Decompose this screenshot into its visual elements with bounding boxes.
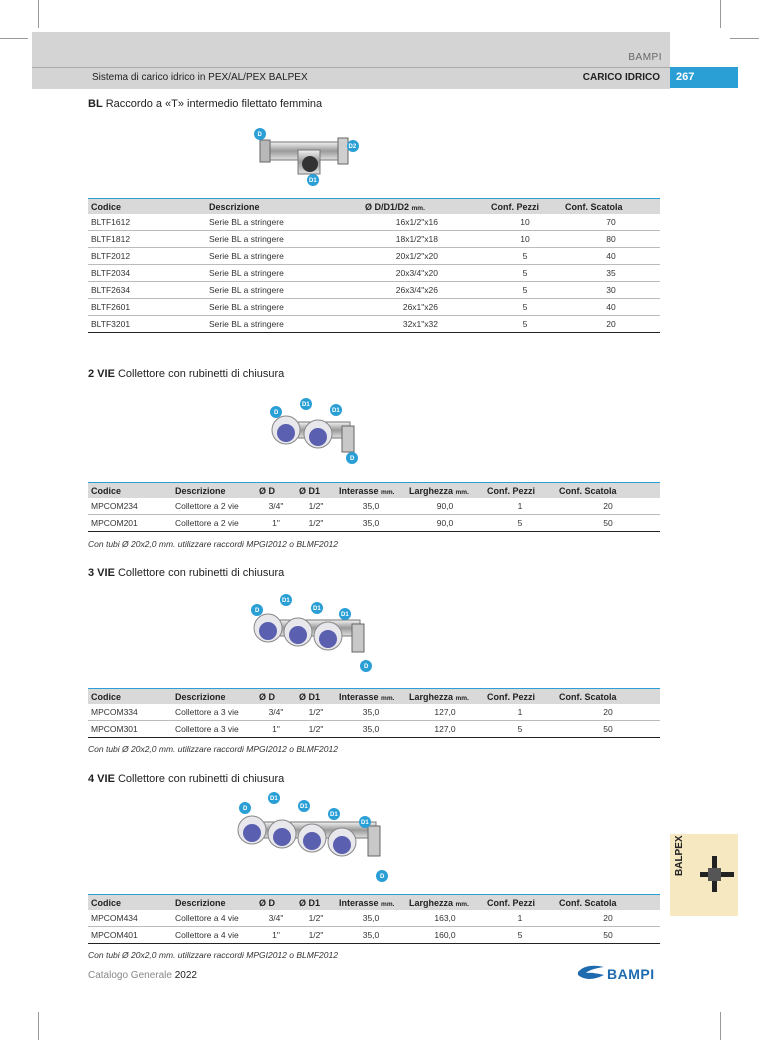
col-header: Larghezza mm. bbox=[406, 689, 484, 705]
svg-text:D: D bbox=[257, 132, 262, 138]
table-cell: 50 bbox=[556, 927, 660, 944]
table-header-row bbox=[88, 199, 660, 215]
col-header: Conf. Scatola bbox=[556, 895, 660, 911]
table-cell: BLTF2034 bbox=[88, 265, 206, 282]
svg-text:D1: D1 bbox=[302, 402, 310, 408]
table-cell: Serie BL a stringere bbox=[206, 282, 362, 299]
table-cell: Collettore a 4 vie bbox=[172, 927, 256, 944]
table-cell: 18x1/2"x18 bbox=[362, 231, 488, 248]
table-cell: 40 bbox=[562, 248, 660, 265]
col-header: Larghezza mm. bbox=[406, 895, 484, 911]
side-tab-label: BALPEX bbox=[674, 835, 685, 876]
svg-text:D: D bbox=[255, 608, 260, 614]
col-header: Ø D1 bbox=[296, 689, 336, 705]
table-header-row bbox=[88, 689, 660, 705]
col-header: Conf. Pezzi bbox=[484, 689, 556, 705]
svg-text:D2: D2 bbox=[348, 144, 357, 150]
col-header: Conf. Scatola bbox=[556, 483, 660, 499]
product-table-3vie bbox=[88, 688, 660, 738]
table-cell: 1" bbox=[256, 721, 296, 738]
table-cell: 1" bbox=[256, 515, 296, 532]
header-section: CARICO IDRICO bbox=[582, 72, 660, 83]
section-title-2vie: 2 VIE Collettore con rubinetti di chiusura bbox=[88, 368, 285, 380]
col-header: Ø D bbox=[256, 689, 296, 705]
table-cell: MPCOM434 bbox=[88, 910, 172, 927]
table-cell: 80 bbox=[562, 231, 660, 248]
svg-text:D1: D1 bbox=[341, 612, 349, 618]
col-header: Descrizione bbox=[172, 483, 256, 499]
table-cell: 5 bbox=[488, 248, 562, 265]
table-cell: MPCOM401 bbox=[88, 927, 172, 944]
table-cell: 5 bbox=[488, 316, 562, 333]
table-cell: 32x1"x32 bbox=[362, 316, 488, 333]
table-cell: 35 bbox=[562, 265, 660, 282]
page-number: 267 bbox=[670, 67, 738, 88]
table-cell: 5 bbox=[484, 515, 556, 532]
col-header: Conf. Pezzi bbox=[484, 895, 556, 911]
table-cell: 1/2" bbox=[296, 498, 336, 515]
section-title-3vie: 3 VIE Collettore con rubinetti di chiusura bbox=[88, 567, 285, 579]
col-header: Descrizione bbox=[172, 689, 256, 705]
product-table-2vie bbox=[88, 482, 660, 532]
table-row bbox=[88, 282, 660, 299]
table-cell: 90,0 bbox=[406, 515, 484, 532]
table-cell: 3/4" bbox=[256, 498, 296, 515]
table-cell: 127,0 bbox=[406, 704, 484, 721]
table-cell: 160,0 bbox=[406, 927, 484, 944]
table-cell: 50 bbox=[556, 515, 660, 532]
table-row bbox=[88, 498, 660, 515]
table-cell: 1/2" bbox=[296, 910, 336, 927]
bampi-logo-icon bbox=[576, 963, 606, 981]
col-header: Conf. Pezzi bbox=[484, 483, 556, 499]
table-cell: 20x1/2"x20 bbox=[362, 248, 488, 265]
table-row bbox=[88, 927, 660, 944]
table-cell: 35,0 bbox=[336, 721, 406, 738]
crop-mark bbox=[38, 0, 39, 28]
crop-mark bbox=[720, 1012, 721, 1040]
table-cell: 3/4" bbox=[256, 704, 296, 721]
table-cell: 5 bbox=[488, 299, 562, 316]
table-cell: BLTF2601 bbox=[88, 299, 206, 316]
table-cell: MPCOM201 bbox=[88, 515, 172, 532]
table-cell: BLTF1812 bbox=[88, 231, 206, 248]
table-cell: 1/2" bbox=[296, 704, 336, 721]
table-row bbox=[88, 910, 660, 927]
crop-mark bbox=[0, 38, 28, 39]
section-note: Con tubi Ø 20x2,0 mm. utilizzare raccordi MPGI2012 o BLMF2012 bbox=[88, 744, 338, 754]
col-header: Codice bbox=[88, 483, 172, 499]
table-cell: 35,0 bbox=[336, 704, 406, 721]
table-cell: MPCOM301 bbox=[88, 721, 172, 738]
table-cell: 20x3/4"x20 bbox=[362, 265, 488, 282]
crop-mark bbox=[730, 38, 759, 39]
table-cell: 1/2" bbox=[296, 721, 336, 738]
table-cell: 3/4" bbox=[256, 910, 296, 927]
table-row bbox=[88, 704, 660, 721]
crop-mark bbox=[720, 0, 721, 28]
header-band bbox=[32, 32, 670, 67]
table-row bbox=[88, 265, 660, 282]
col-header: Ø D bbox=[256, 483, 296, 499]
table-row bbox=[88, 316, 660, 333]
col-header: Ø D/D1/D2 mm. bbox=[362, 199, 488, 215]
col-header: Ø D bbox=[256, 895, 296, 911]
table-cell: BLTF2012 bbox=[88, 248, 206, 265]
table-row bbox=[88, 299, 660, 316]
table-cell: Collettore a 2 vie bbox=[172, 515, 256, 532]
section-note: Con tubi Ø 20x2,0 mm. utilizzare raccordi MPGI2012 o BLMF2012 bbox=[88, 539, 338, 549]
table-cell: 35,0 bbox=[336, 498, 406, 515]
section-note: Con tubi Ø 20x2,0 mm. utilizzare raccordi MPGI2012 o BLMF2012 bbox=[88, 950, 338, 960]
table-cell: 10 bbox=[488, 231, 562, 248]
col-header: Larghezza mm. bbox=[406, 483, 484, 499]
manifold-4-image bbox=[234, 790, 394, 886]
section-title-4vie: 4 VIE Collettore con rubinetti di chiusura bbox=[88, 773, 285, 785]
table-cell: Collettore a 2 vie bbox=[172, 498, 256, 515]
footer-catalog: Catalogo Generale 2022 bbox=[88, 970, 197, 981]
table-cell: 1" bbox=[256, 927, 296, 944]
table-cell: 35,0 bbox=[336, 927, 406, 944]
table-cell: Collettore a 3 vie bbox=[172, 721, 256, 738]
svg-text:D1: D1 bbox=[330, 812, 338, 818]
svg-text:D: D bbox=[350, 456, 355, 462]
table-cell: 90,0 bbox=[406, 498, 484, 515]
table-cell: Collettore a 4 vie bbox=[172, 910, 256, 927]
svg-text:D1: D1 bbox=[313, 606, 321, 612]
table-cell: 50 bbox=[556, 721, 660, 738]
table-cell: 5 bbox=[484, 927, 556, 944]
table-cell: BLTF1612 bbox=[88, 214, 206, 231]
svg-text:D: D bbox=[364, 664, 369, 670]
col-header: Interasse mm. bbox=[336, 483, 406, 499]
crop-mark bbox=[38, 1012, 39, 1040]
col-header: Codice bbox=[88, 199, 206, 215]
col-header: Conf. Scatola bbox=[562, 199, 660, 215]
side-tab bbox=[670, 834, 738, 916]
table-cell: 1 bbox=[484, 910, 556, 927]
header-title: Sistema di carico idrico in PEX/AL/PEX BALPEX bbox=[92, 72, 308, 83]
svg-text:D1: D1 bbox=[332, 408, 340, 414]
table-cell: 20 bbox=[562, 316, 660, 333]
table-cell: 26x1"x26 bbox=[362, 299, 488, 316]
tee-icon bbox=[700, 856, 734, 892]
svg-text:D: D bbox=[243, 806, 248, 812]
table-cell: 20 bbox=[556, 498, 660, 515]
col-header: Codice bbox=[88, 689, 172, 705]
table-cell: 35,0 bbox=[336, 515, 406, 532]
table-cell: 5 bbox=[484, 721, 556, 738]
svg-text:D: D bbox=[274, 410, 279, 416]
table-cell: Serie BL a stringere bbox=[206, 265, 362, 282]
manifold-3-image bbox=[246, 592, 376, 672]
table-cell: Collettore a 3 vie bbox=[172, 704, 256, 721]
table-cell: Serie BL a stringere bbox=[206, 248, 362, 265]
table-cell: 163,0 bbox=[406, 910, 484, 927]
table-row bbox=[88, 515, 660, 532]
table-cell: 1/2" bbox=[296, 927, 336, 944]
table-cell: 30 bbox=[562, 282, 660, 299]
table-cell: Serie BL a stringere bbox=[206, 299, 362, 316]
svg-text:D1: D1 bbox=[270, 796, 278, 802]
svg-text:D1: D1 bbox=[361, 820, 369, 826]
col-header: Interasse mm. bbox=[336, 689, 406, 705]
table-cell: Serie BL a stringere bbox=[206, 316, 362, 333]
manifold-2-image bbox=[262, 396, 362, 466]
product-table-4vie bbox=[88, 894, 660, 944]
col-header: Ø D1 bbox=[296, 483, 336, 499]
table-cell: Serie BL a stringere bbox=[206, 214, 362, 231]
col-header: Conf. Scatola bbox=[556, 689, 660, 705]
col-header: Interasse mm. bbox=[336, 895, 406, 911]
header-brand: BAMPI bbox=[628, 52, 662, 63]
table-cell: 26x3/4"x26 bbox=[362, 282, 488, 299]
table-cell: 20 bbox=[556, 704, 660, 721]
table-header-row bbox=[88, 483, 660, 499]
table-cell: 35,0 bbox=[336, 910, 406, 927]
table-cell: 5 bbox=[488, 282, 562, 299]
table-cell: 10 bbox=[488, 214, 562, 231]
table-cell: 1 bbox=[484, 498, 556, 515]
col-header: Descrizione bbox=[206, 199, 362, 215]
table-cell: 20 bbox=[556, 910, 660, 927]
col-header: Descrizione bbox=[172, 895, 256, 911]
table-row bbox=[88, 248, 660, 265]
svg-text:D1: D1 bbox=[309, 178, 317, 184]
section-title-bl: BL Raccordo a «T» intermedio filettato femmina bbox=[88, 98, 323, 110]
table-cell: 16x1/2"x16 bbox=[362, 214, 488, 231]
table-cell: 5 bbox=[488, 265, 562, 282]
table-cell: BLTF3201 bbox=[88, 316, 206, 333]
svg-text:D1: D1 bbox=[282, 598, 290, 604]
table-cell: MPCOM334 bbox=[88, 704, 172, 721]
footer-logo: BAMPI bbox=[607, 966, 655, 982]
product-table-bl bbox=[88, 198, 660, 333]
table-cell: Serie BL a stringere bbox=[206, 231, 362, 248]
table-cell: 40 bbox=[562, 299, 660, 316]
table-header-row bbox=[88, 895, 660, 911]
table-cell: BLTF2634 bbox=[88, 282, 206, 299]
col-header: Ø D1 bbox=[296, 895, 336, 911]
table-row bbox=[88, 231, 660, 248]
header-bar bbox=[32, 67, 670, 89]
col-header: Conf. Pezzi bbox=[488, 199, 562, 215]
svg-text:D: D bbox=[380, 874, 385, 880]
svg-text:D1: D1 bbox=[300, 804, 308, 810]
table-row bbox=[88, 721, 660, 738]
col-header: Codice bbox=[88, 895, 172, 911]
table-cell: 1/2" bbox=[296, 515, 336, 532]
table-cell: 127,0 bbox=[406, 721, 484, 738]
table-cell: 70 bbox=[562, 214, 660, 231]
table-row bbox=[88, 214, 660, 231]
table-cell: 1 bbox=[484, 704, 556, 721]
tee-fitting-image bbox=[250, 124, 360, 188]
table-cell: MPCOM234 bbox=[88, 498, 172, 515]
